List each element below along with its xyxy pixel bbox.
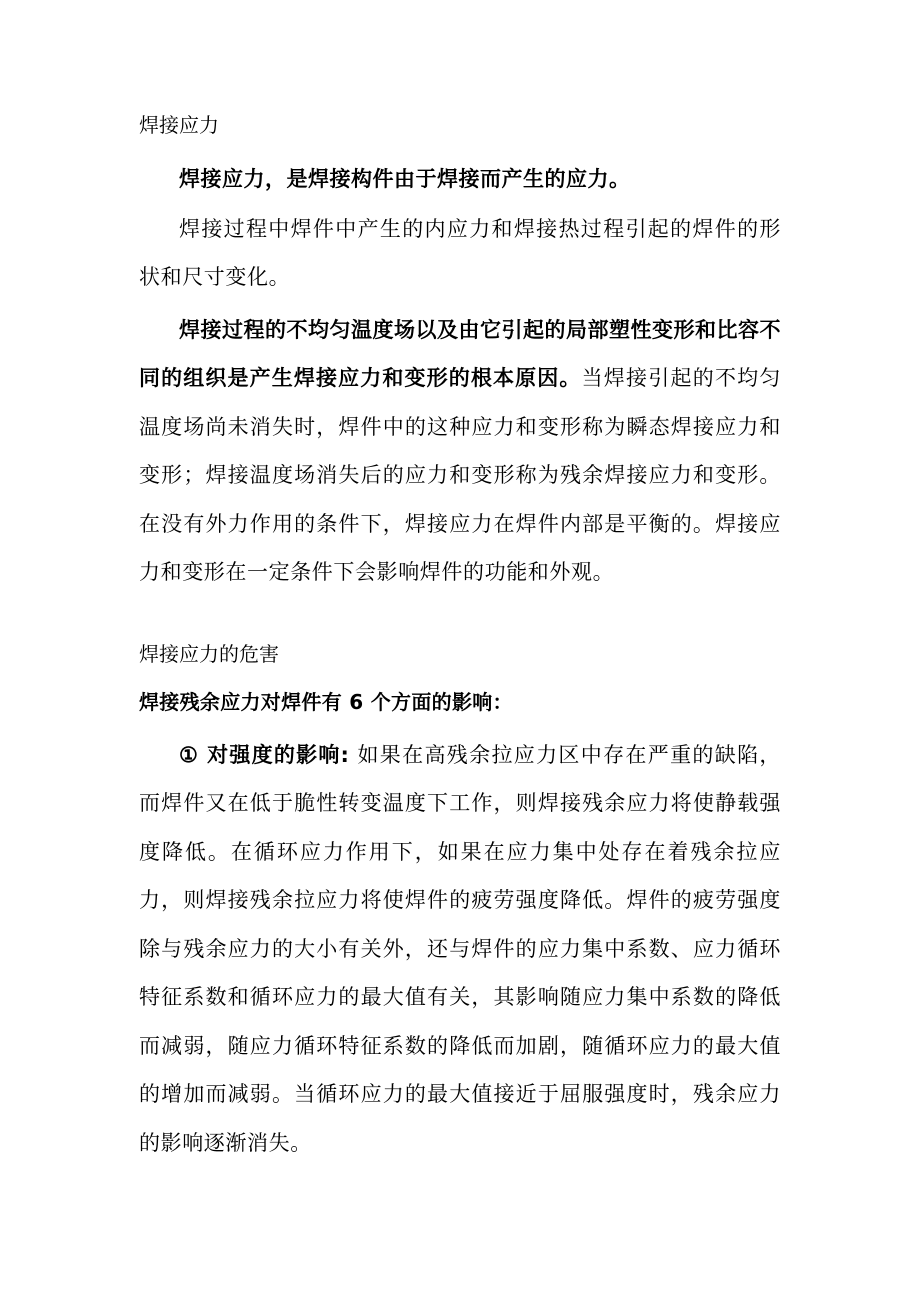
definition-paragraph: [139, 155, 781, 204]
item-text: 如果在高残余拉应力区中存在严重的缺陷，而焊件又在低于脆性转变温度下工作，则焊接残余应力将使静载强度降低。在循环应力作用下，如果在应力集中处存在着残余拉应力，则焊接残余拉应力将使焊件的疲劳强度降低。焊件的疲劳强度除与残余应力的大小有关外，还与焊件的应力集中系数、应力循环特征系数和循环应力的最大值有关，其影响随应力集中系数的降低而减弱，随应力循环特征系数的降低而加剧，随循环应力的最大值的增加而减弱。当循环应力的最大值接近于屈服强度时，残余应力的影响逐渐消失。: [139, 742, 781, 1155]
paragraph-causes: [139, 306, 781, 597]
section-heading-welding-stress: 焊接应力: [139, 113, 219, 137]
item-number-marker: ①: [179, 741, 200, 767]
causes-rest-text: 当焊接引起的不均匀温度场尚未消失时，焊件中的这种应力和变形称为瞬态焊接应力和变形；焊接温度场消失后的应力和变形称为残余焊接应力和变形。在没有外力作用的条件下，焊接应力在焊件内部是平衡的。焊接应力和变形在一定条件下会影响焊件的功能和外观。: [139, 366, 782, 584]
causes-bold-text: 焊接过程的不均匀温度场以及由它引起的局部塑性变形和比容不同的组织是产生焊接应力和变形的根本原因。: [139, 317, 781, 390]
item-title-colon: :: [340, 742, 350, 767]
list-item-strength: [139, 731, 781, 1168]
paragraph-deformation: 焊接过程中焊件中产生的内应力和焊接热过程引起的焊件的形状和尺寸变化。: [139, 216, 781, 289]
hazards-intro: 焊接残余应力对焊件有 6 个方面的影响：: [139, 689, 513, 714]
item-title: 对强度的影响: [207, 742, 341, 767]
document-body: [139, 110, 781, 1167]
definition-text: 焊接应力，是焊接构件由于焊接而产生的应力。: [179, 167, 631, 191]
section-heading-hazards: 焊接应力的危害: [139, 641, 279, 666]
